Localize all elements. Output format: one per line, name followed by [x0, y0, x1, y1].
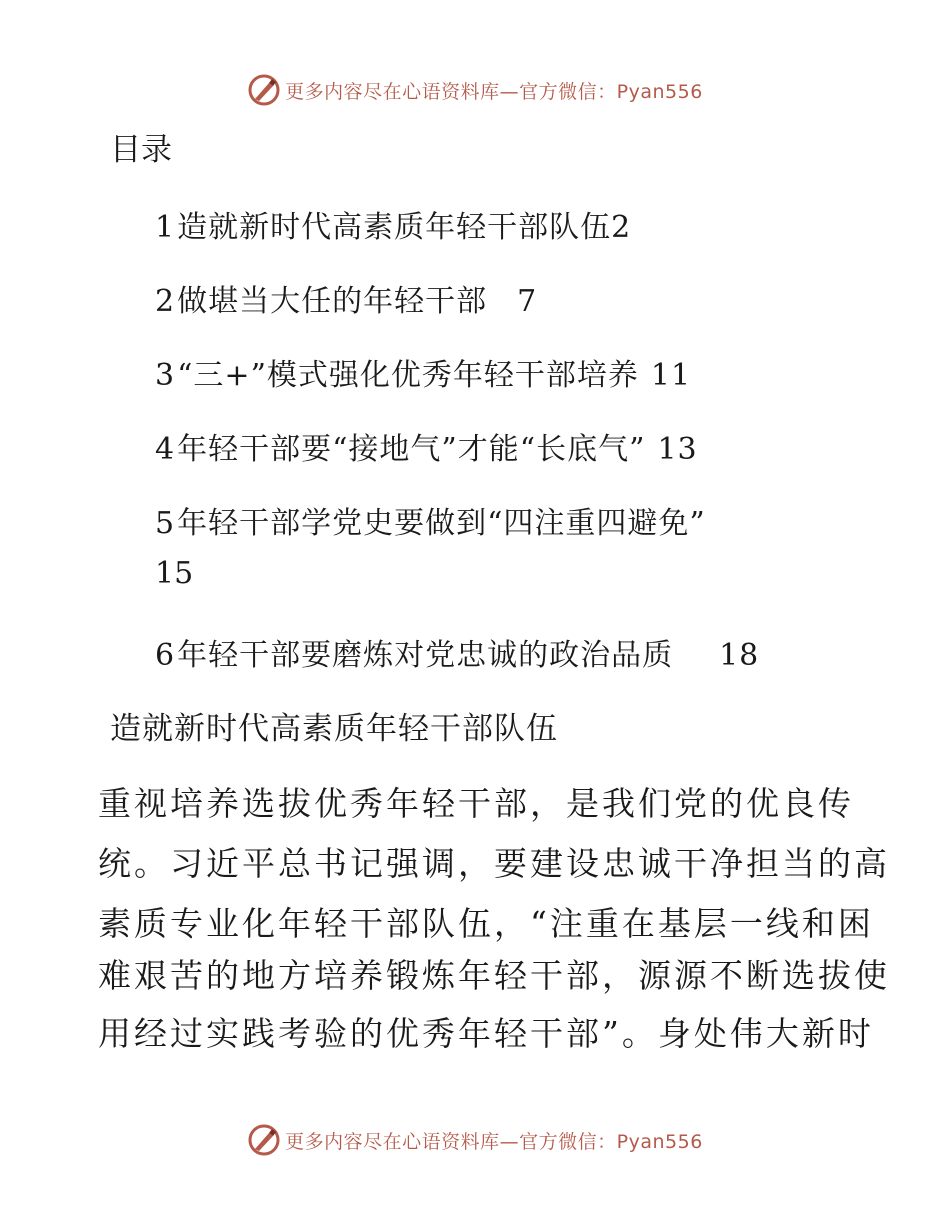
toc-item-number: 6	[155, 638, 176, 673]
toc-item-number: 3	[155, 358, 176, 393]
toc-item-number: 1	[155, 210, 176, 245]
toc-item-title: 造就新时代高素质年轻干部队伍	[177, 210, 612, 245]
paragraph-line-3: 素质专业化年轻干部队伍，“注重在基层一线和困	[98, 904, 874, 943]
toc-item-title: 年轻干部要磨炼对党忠诚的政治品质	[177, 638, 674, 673]
footer-watermark	[0, 1120, 950, 1160]
toc-item-page: 18	[719, 638, 760, 673]
section-title: 造就新时代高素质年轻干部队伍	[110, 711, 558, 747]
paragraph-line-1: 重视培养选拔优秀年轻干部，是我们党的优良传	[98, 784, 854, 823]
pen-seal-icon	[247, 73, 281, 107]
toc-heading: 目录	[110, 132, 172, 168]
header-watermark	[0, 70, 950, 110]
toc-item-page: 7	[517, 284, 538, 319]
toc-item-6[interactable]	[155, 630, 759, 674]
toc-item-page: 2	[611, 210, 632, 245]
paragraph-line-4: 难艰苦的地方培养锻炼年轻干部，源源不断选拔使	[98, 956, 890, 995]
pen-seal-icon	[247, 1123, 281, 1157]
toc-item-number: 5	[155, 506, 176, 541]
toc-item-title: 年轻干部要“接地气”才能“长底气”	[177, 432, 646, 467]
toc-item-5-page[interactable]: 15	[155, 556, 194, 591]
toc-item-number: 4	[155, 432, 176, 467]
toc-item-4[interactable]	[155, 424, 698, 468]
toc-item-title: 做堪当大任的年轻干部	[177, 284, 488, 319]
toc-item-page: 11	[650, 358, 692, 393]
toc-item-title: “三+”模式强化优秀年轻干部培养	[177, 358, 639, 393]
toc-item-3[interactable]	[155, 350, 691, 394]
toc-item-page: 13	[657, 432, 698, 467]
paragraph-line-5: 用经过实践考验的优秀年轻干部”。身处伟大新时	[98, 1014, 874, 1053]
toc-item-title: 年轻干部学党史要做到“四注重四避免”	[177, 506, 706, 541]
watermark-text: 更多内容尽在心语资料库—官方微信：Pyan556	[285, 1130, 703, 1153]
toc-item-1[interactable]	[155, 202, 631, 246]
toc-item-2[interactable]	[155, 276, 537, 320]
watermark-text: 更多内容尽在心语资料库—官方微信：Pyan556	[285, 80, 703, 103]
toc-item-number: 2	[155, 284, 176, 319]
paragraph-line-2: 统。习近平总书记强调，要建设忠诚干净担当的高	[98, 844, 890, 883]
toc-item-5[interactable]	[155, 498, 706, 542]
